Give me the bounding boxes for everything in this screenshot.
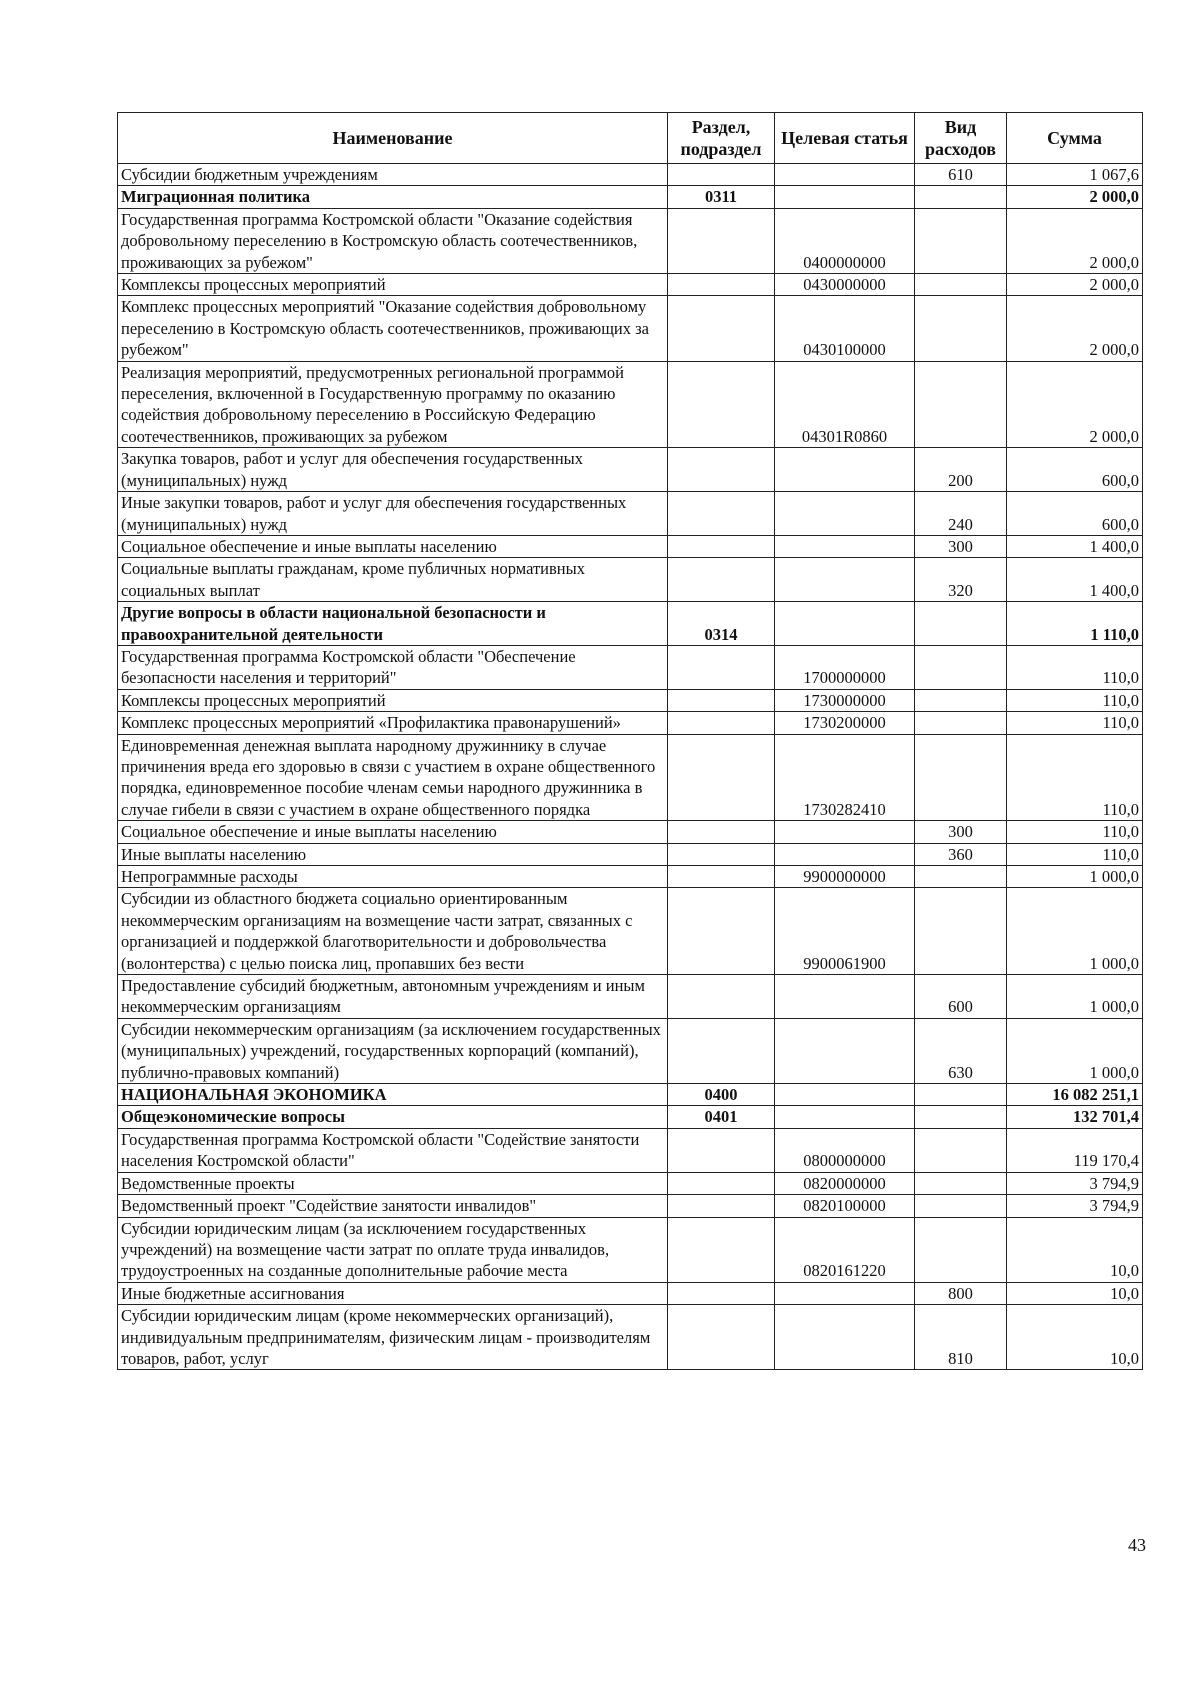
cell-name: Субсидии бюджетным учреждениям [118,164,668,186]
cell-target [775,448,915,492]
cell-target [775,843,915,865]
cell-target [775,1305,915,1370]
table-row [118,492,1143,536]
cell-name: Непрограммные расходы [118,866,668,888]
table-row [118,1282,1143,1304]
cell-target [775,164,915,186]
cell-section [668,1172,775,1194]
cell-sum: 110,0 [1007,689,1143,711]
cell-sum: 3 794,9 [1007,1172,1143,1194]
cell-kind [915,1106,1007,1128]
cell-sum: 1 110,0 [1007,602,1143,646]
cell-section [668,1018,775,1083]
header-section: Раздел, подраздел [668,113,775,164]
cell-section [668,448,775,492]
cell-target [775,1084,915,1106]
cell-section [668,1128,775,1172]
cell-name: Другие вопросы в области национальной безопасности и правоохранительной деятельности [118,602,668,646]
table-row [118,602,1143,646]
table-row [118,296,1143,361]
cell-section [668,208,775,273]
cell-name: Предоставление субсидий бюджетным, автономным учреждениям и иным некоммерческим организациям [118,975,668,1019]
cell-name: Комплекс процессных мероприятий «Профилактика правонарушений» [118,712,668,734]
cell-name: Социальные выплаты гражданам, кроме публичных нормативных социальных выплат [118,558,668,602]
cell-name: Иные бюджетные ассигнования [118,1282,668,1304]
table-row [118,843,1143,865]
table-row [118,1305,1143,1370]
cell-target [775,1282,915,1304]
cell-kind [915,1195,1007,1217]
cell-target: 04301R0860 [775,361,915,448]
cell-name: Ведомственный проект "Содействие занятости инвалидов" [118,1195,668,1217]
cell-target: 0430100000 [775,296,915,361]
table-row [118,535,1143,557]
table-row [118,734,1143,821]
cell-sum: 10,0 [1007,1282,1143,1304]
cell-sum: 132 701,4 [1007,1106,1143,1128]
cell-section [668,712,775,734]
cell-name: Государственная программа Костромской области "Обеспечение безопасности населения и территорий" [118,645,668,689]
cell-section [668,1217,775,1282]
cell-target: 1730200000 [775,712,915,734]
cell-section: 0401 [668,1106,775,1128]
table-row [118,361,1143,448]
table-row [118,1018,1143,1083]
cell-name: Единовременная денежная выплата народному дружиннику в случае причинения вреда его здоровью в связи с участием в охране общественного порядка, единовременное пособие членам семьи народного дружинника в случае гибели в связи с участием в охране общественного порядка [118,734,668,821]
cell-target [775,1106,915,1128]
cell-kind: 300 [915,821,1007,843]
header-kind: Вид расходов [915,113,1007,164]
table-row [118,1106,1143,1128]
cell-section [668,821,775,843]
cell-kind [915,208,1007,273]
cell-sum: 110,0 [1007,734,1143,821]
cell-section [668,734,775,821]
table-row [118,866,1143,888]
cell-section [668,866,775,888]
table-header-row [118,113,1143,164]
cell-name: Государственная программа Костромской области "Оказание содействия добровольному переселению в Костромскую область соотечественников, проживающих за рубежом" [118,208,668,273]
cell-sum: 1 000,0 [1007,1018,1143,1083]
cell-section [668,164,775,186]
table-row [118,975,1143,1019]
table-row [118,645,1143,689]
cell-kind: 800 [915,1282,1007,1304]
cell-kind [915,888,1007,975]
cell-section [668,888,775,975]
cell-kind [915,734,1007,821]
cell-sum: 2 000,0 [1007,186,1143,208]
cell-target [775,975,915,1019]
cell-section [668,975,775,1019]
cell-section: 0311 [668,186,775,208]
cell-kind: 360 [915,843,1007,865]
cell-name: Социальное обеспечение и иные выплаты населению [118,535,668,557]
cell-sum: 2 000,0 [1007,361,1143,448]
header-target: Целевая статья [775,113,915,164]
cell-kind: 300 [915,535,1007,557]
cell-section [668,274,775,296]
cell-kind [915,274,1007,296]
cell-target [775,492,915,536]
cell-kind [915,689,1007,711]
cell-kind: 810 [915,1305,1007,1370]
cell-kind [915,1172,1007,1194]
cell-target: 1700000000 [775,645,915,689]
cell-sum: 600,0 [1007,492,1143,536]
cell-sum: 110,0 [1007,645,1143,689]
cell-sum: 110,0 [1007,843,1143,865]
cell-section [668,1195,775,1217]
cell-kind: 610 [915,164,1007,186]
table-row [118,1128,1143,1172]
cell-sum: 1 067,6 [1007,164,1143,186]
cell-kind: 600 [915,975,1007,1019]
cell-name: Ведомственные проекты [118,1172,668,1194]
cell-sum: 110,0 [1007,821,1143,843]
cell-kind: 320 [915,558,1007,602]
cell-kind [915,712,1007,734]
table-row [118,186,1143,208]
table-row [118,1172,1143,1194]
cell-target: 0430000000 [775,274,915,296]
cell-name: Субсидии некоммерческим организациям (за исключением государственных (муниципальных) учреждений, государственных корпораций (компаний), публично-правовых компаний) [118,1018,668,1083]
table-row [118,448,1143,492]
cell-name: Миграционная политика [118,186,668,208]
cell-kind: 200 [915,448,1007,492]
cell-name: Субсидии из областного бюджета социально ориентированным некоммерческим организациям на возмещение части затрат, связанных с организацией и поддержкой благотворительности и добровольчества (волонтерства) с целью поиска лиц, пропавших без вести [118,888,668,975]
cell-kind [915,645,1007,689]
cell-section [668,1305,775,1370]
cell-kind: 630 [915,1018,1007,1083]
cell-target: 1730282410 [775,734,915,821]
cell-sum: 1 400,0 [1007,535,1143,557]
cell-kind [915,1084,1007,1106]
table-row [118,1217,1143,1282]
cell-sum: 1 000,0 [1007,888,1143,975]
cell-sum: 2 000,0 [1007,274,1143,296]
cell-target: 0820100000 [775,1195,915,1217]
cell-section [668,689,775,711]
cell-sum: 2 000,0 [1007,208,1143,273]
cell-sum: 10,0 [1007,1217,1143,1282]
cell-sum: 119 170,4 [1007,1128,1143,1172]
cell-section [668,492,775,536]
table-row [118,274,1143,296]
cell-name: Общеэкономические вопросы [118,1106,668,1128]
cell-target: 0800000000 [775,1128,915,1172]
cell-section: 0314 [668,602,775,646]
cell-name: Субсидии юридическим лицам (кроме некоммерческих организаций), индивидуальным предпринимателям, физическим лицам - производителям товаров, работ, услуг [118,1305,668,1370]
budget-table [117,112,1143,1370]
cell-target: 1730000000 [775,689,915,711]
cell-section: 0400 [668,1084,775,1106]
cell-section [668,296,775,361]
cell-sum: 600,0 [1007,448,1143,492]
cell-sum: 110,0 [1007,712,1143,734]
table-row [118,888,1143,975]
cell-sum: 2 000,0 [1007,296,1143,361]
cell-section [668,645,775,689]
cell-target [775,1018,915,1083]
cell-target: 0400000000 [775,208,915,273]
cell-kind [915,1217,1007,1282]
cell-name: Комплексы процессных мероприятий [118,274,668,296]
table-row [118,208,1143,273]
cell-target: 9900000000 [775,866,915,888]
table-row [118,164,1143,186]
cell-sum: 16 082 251,1 [1007,1084,1143,1106]
table-row [118,1195,1143,1217]
cell-section [668,558,775,602]
cell-section [668,1282,775,1304]
table-row [118,558,1143,602]
header-sum: Сумма [1007,113,1143,164]
cell-section [668,843,775,865]
cell-target [775,602,915,646]
cell-sum: 1 000,0 [1007,975,1143,1019]
cell-name: Субсидии юридическим лицам (за исключением государственных учреждений) на возмещение части затрат по оплате труда инвалидов, трудоустроенных на созданные дополнительные рабочие места [118,1217,668,1282]
cell-name: Закупка товаров, работ и услуг для обеспечения государственных (муниципальных) нужд [118,448,668,492]
table-row [118,821,1143,843]
cell-kind: 240 [915,492,1007,536]
cell-name: Государственная программа Костромской области "Содействие занятости населения Костромской области" [118,1128,668,1172]
cell-sum: 10,0 [1007,1305,1143,1370]
page-number: 43 [1128,1535,1146,1555]
cell-name: НАЦИОНАЛЬНАЯ ЭКОНОМИКА [118,1084,668,1106]
cell-sum: 3 794,9 [1007,1195,1143,1217]
cell-name: Комплексы процессных мероприятий [118,689,668,711]
cell-target: 0820000000 [775,1172,915,1194]
cell-name: Иные выплаты населению [118,843,668,865]
cell-kind [915,361,1007,448]
cell-kind [915,866,1007,888]
cell-sum: 1 400,0 [1007,558,1143,602]
cell-name: Реализация мероприятий, предусмотренных региональной программой переселения, включенной в Государственную программу по оказанию содействия добровольному переселению в Российскую Федерацию соотечественников, проживающих за рубежом [118,361,668,448]
table-row [118,712,1143,734]
cell-target: 0820161220 [775,1217,915,1282]
cell-target [775,821,915,843]
cell-kind [915,296,1007,361]
cell-name: Социальное обеспечение и иные выплаты населению [118,821,668,843]
cell-kind [915,602,1007,646]
cell-kind [915,1128,1007,1172]
header-name: Наименование [118,113,668,164]
cell-kind [915,186,1007,208]
cell-target [775,186,915,208]
cell-name: Иные закупки товаров, работ и услуг для обеспечения государственных (муниципальных) нужд [118,492,668,536]
cell-sum: 1 000,0 [1007,866,1143,888]
cell-target [775,558,915,602]
cell-section [668,361,775,448]
cell-target [775,535,915,557]
table-row [118,689,1143,711]
cell-section [668,535,775,557]
cell-target: 9900061900 [775,888,915,975]
table-row [118,1084,1143,1106]
cell-name: Комплекс процессных мероприятий "Оказание содействия добровольному переселению в Костромскую область соотечественников, проживающих за рубежом" [118,296,668,361]
